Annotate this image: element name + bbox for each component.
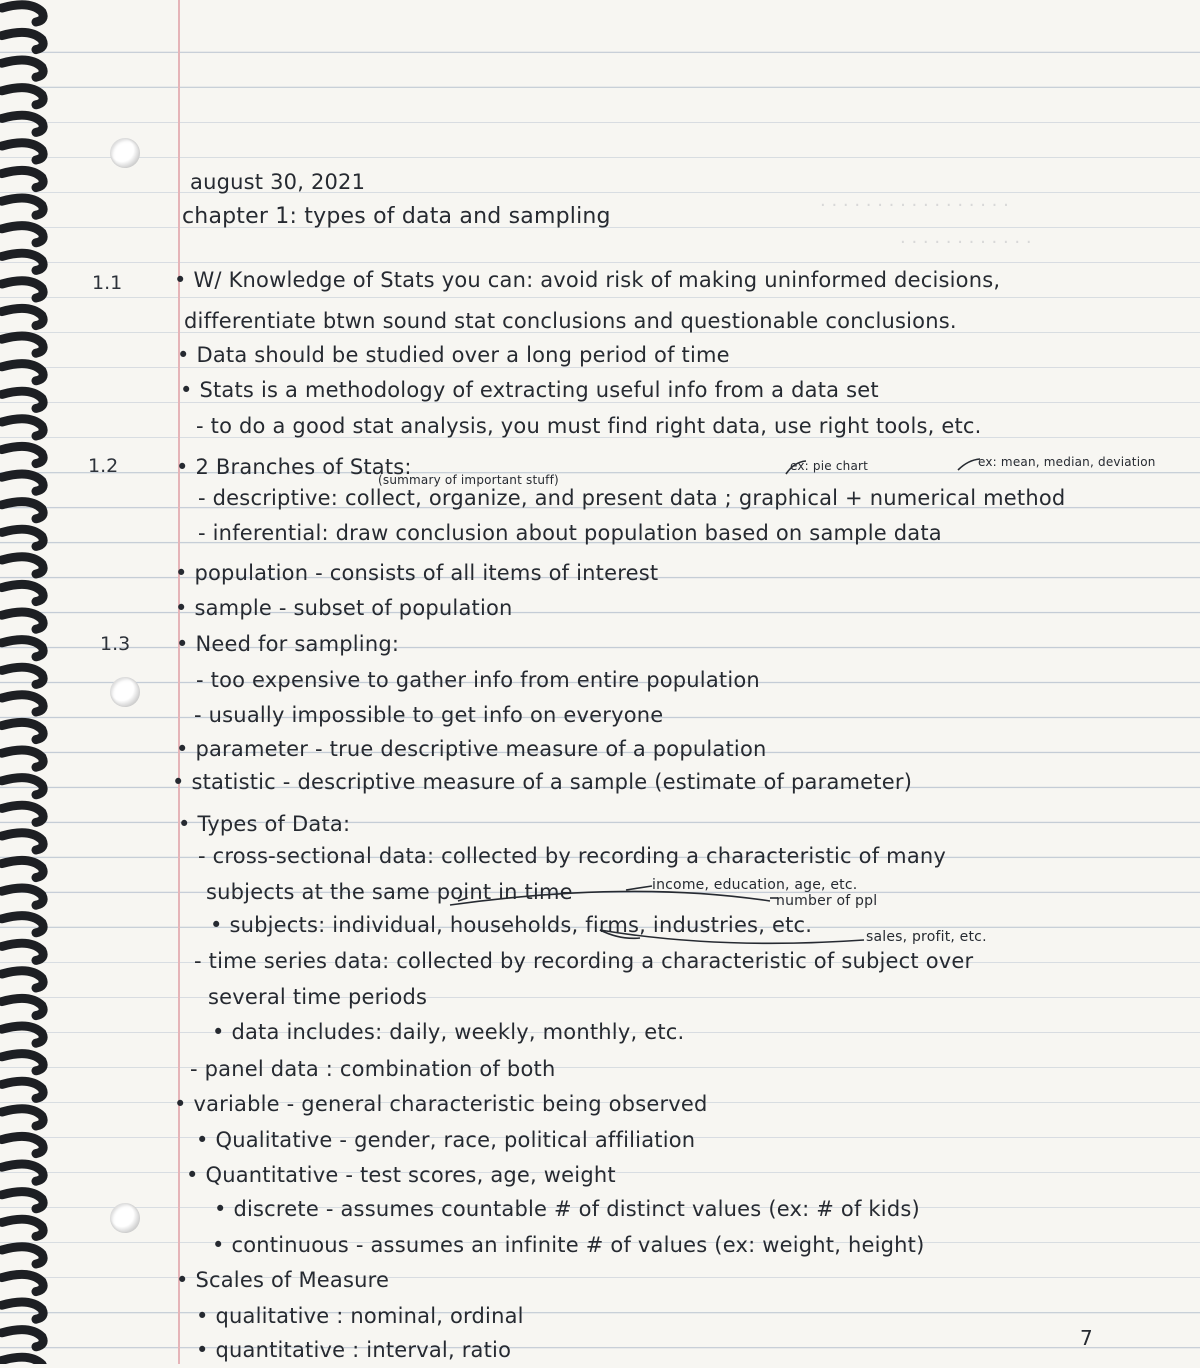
punch-hole bbox=[110, 1203, 140, 1233]
annotation-income: income, education, age, etc. bbox=[652, 877, 858, 893]
note-line: - panel data : combination of both bbox=[190, 1057, 556, 1081]
date-heading: august 30, 2021 bbox=[190, 170, 366, 194]
show-through-text: · · · · · · · · · · · · · · · · · bbox=[820, 195, 1009, 216]
spiral-coil bbox=[2, 778, 43, 795]
note-line: - time series data: collected by recording a characteristic of subject over bbox=[194, 949, 974, 973]
spiral-coil bbox=[2, 1081, 43, 1098]
spiral-coil bbox=[2, 833, 43, 850]
spiral-coil bbox=[2, 750, 43, 767]
spiral-coil bbox=[2, 1026, 43, 1043]
spiral-coil bbox=[2, 695, 43, 712]
punch-hole bbox=[110, 677, 140, 707]
page-turn-mark: 7 bbox=[1080, 1326, 1093, 1350]
spiral-coil bbox=[2, 1274, 43, 1291]
note-line: • parameter - true descriptive measure of a population bbox=[176, 737, 767, 761]
show-through-text: · · · · · · · · · · · · bbox=[900, 232, 1032, 253]
note-line: • qualitative : nominal, ordinal bbox=[196, 1304, 524, 1328]
note-line: differentiate btwn sound stat conclusions and questionable conclusions. bbox=[184, 309, 957, 333]
spiral-coil bbox=[2, 1219, 43, 1236]
section-number: 1.3 bbox=[100, 633, 131, 655]
spiral-binding bbox=[0, 0, 70, 1364]
spiral-coils bbox=[0, 0, 70, 1364]
note-line: • Stats is a methodology of extracting useful info from a data set bbox=[180, 378, 879, 402]
spiral-coil bbox=[2, 1164, 43, 1181]
spiral-coil bbox=[2, 170, 43, 187]
spiral-coil bbox=[2, 60, 43, 77]
note-line: - to do a good stat analysis, you must find right data, use right tools, etc. bbox=[196, 414, 982, 438]
spiral-coil bbox=[2, 88, 43, 105]
punch-hole bbox=[110, 138, 140, 168]
note-line: • Qualitative - gender, race, political affiliation bbox=[196, 1128, 696, 1152]
spiral-coil bbox=[2, 640, 43, 657]
note-line: • continuous - assumes an infinite # of values (ex: weight, height) bbox=[212, 1233, 925, 1257]
annotation-sales: sales, profit, etc. bbox=[866, 929, 987, 945]
spiral-coil bbox=[2, 1330, 43, 1347]
spiral-coil bbox=[2, 529, 43, 546]
spiral-coil bbox=[2, 943, 43, 960]
spiral-coil bbox=[2, 308, 43, 325]
note-line: • W/ Knowledge of Stats you can: avoid risk of making uninformed decisions, bbox=[174, 268, 1001, 292]
spiral-coil bbox=[2, 1357, 43, 1364]
spiral-coil bbox=[2, 722, 43, 739]
note-line: • 2 Branches of Stats: bbox=[176, 455, 412, 479]
spiral-coil bbox=[2, 916, 43, 933]
spiral-coil bbox=[2, 1054, 43, 1071]
note-line: - too expensive to gather info from entire population bbox=[196, 668, 760, 692]
note-line: • sample - subset of population bbox=[175, 596, 513, 620]
spiral-coil bbox=[2, 336, 43, 353]
spiral-coil bbox=[2, 391, 43, 408]
spiral-coil bbox=[2, 226, 43, 243]
note-line: • quantitative : interval, ratio bbox=[196, 1338, 512, 1362]
spiral-coil bbox=[2, 888, 43, 905]
spiral-coil bbox=[2, 1192, 43, 1209]
margin-line bbox=[178, 0, 180, 1364]
spiral-coil bbox=[2, 446, 43, 463]
spiral-coil bbox=[2, 667, 43, 684]
note-line: • subjects: individual, households, firms, industries, etc. bbox=[210, 913, 813, 937]
note-line: • Quantitative - test scores, age, weight bbox=[186, 1163, 616, 1187]
spiral-coil bbox=[2, 1302, 43, 1319]
section-number: 1.1 bbox=[92, 272, 123, 294]
note-line: - descriptive: collect, organize, and present data ; graphical + numerical method bbox=[198, 486, 1066, 510]
note-line: - cross-sectional data: collected by recording a characteristic of many bbox=[198, 844, 947, 868]
spiral-coil bbox=[2, 612, 43, 629]
arrow-income bbox=[626, 886, 652, 890]
spiral-coil bbox=[2, 474, 43, 491]
note-line: • variable - general characteristic being observed bbox=[174, 1092, 708, 1116]
spiral-coil bbox=[2, 805, 43, 822]
spiral-coil bbox=[2, 1109, 43, 1126]
spiral-coil bbox=[2, 143, 43, 160]
spiral-coil bbox=[2, 281, 43, 298]
spiral-coil bbox=[2, 115, 43, 132]
spiral-coil bbox=[2, 971, 43, 988]
spiral-coil bbox=[2, 557, 43, 574]
spiral-coil bbox=[2, 584, 43, 601]
spiral-coil bbox=[2, 1247, 43, 1264]
spiral-coil bbox=[2, 253, 43, 270]
section-number: 1.2 bbox=[88, 455, 119, 477]
spiral-coil bbox=[2, 364, 43, 381]
note-line: • Types of Data: bbox=[178, 812, 351, 836]
note-line: - usually impossible to get info on everyone bbox=[194, 703, 664, 727]
note-line: • Data should be studied over a long period of time bbox=[177, 343, 730, 367]
note-line: - inferential: draw conclusion about population based on sample data bbox=[198, 521, 942, 545]
spiral-coil bbox=[2, 998, 43, 1015]
note-line: • discrete - assumes countable # of distinct values (ex: # of kids) bbox=[214, 1197, 920, 1221]
arrow-mean bbox=[958, 459, 980, 470]
note-line: • statistic - descriptive measure of a sample (estimate of parameter) bbox=[172, 770, 913, 794]
spiral-coil bbox=[2, 1136, 43, 1153]
spiral-coil bbox=[2, 32, 43, 49]
note-line: • data includes: daily, weekly, monthly, etc. bbox=[212, 1020, 685, 1044]
note-line: • Need for sampling: bbox=[176, 632, 400, 656]
spiral-coil bbox=[2, 502, 43, 519]
note-line: several time periods bbox=[208, 985, 428, 1009]
note-line: subjects at the same point in time bbox=[206, 880, 573, 904]
annotation-number-ppl: number of ppl bbox=[776, 893, 878, 909]
chapter-title: chapter 1: types of data and sampling bbox=[182, 204, 611, 229]
note-line: • Scales of Measure bbox=[176, 1268, 390, 1292]
note-line: • population - consists of all items of interest bbox=[175, 561, 659, 585]
annotation-summary: (summary of important stuff) bbox=[378, 473, 559, 487]
annotation-pie-chart: ex: pie chart bbox=[790, 459, 869, 473]
spiral-coil bbox=[2, 419, 43, 436]
spiral-coil bbox=[2, 198, 43, 215]
annotation-mean-median: ex: mean, median, deviation bbox=[978, 455, 1156, 469]
spiral-coil bbox=[2, 860, 43, 877]
spiral-coil bbox=[2, 5, 43, 22]
